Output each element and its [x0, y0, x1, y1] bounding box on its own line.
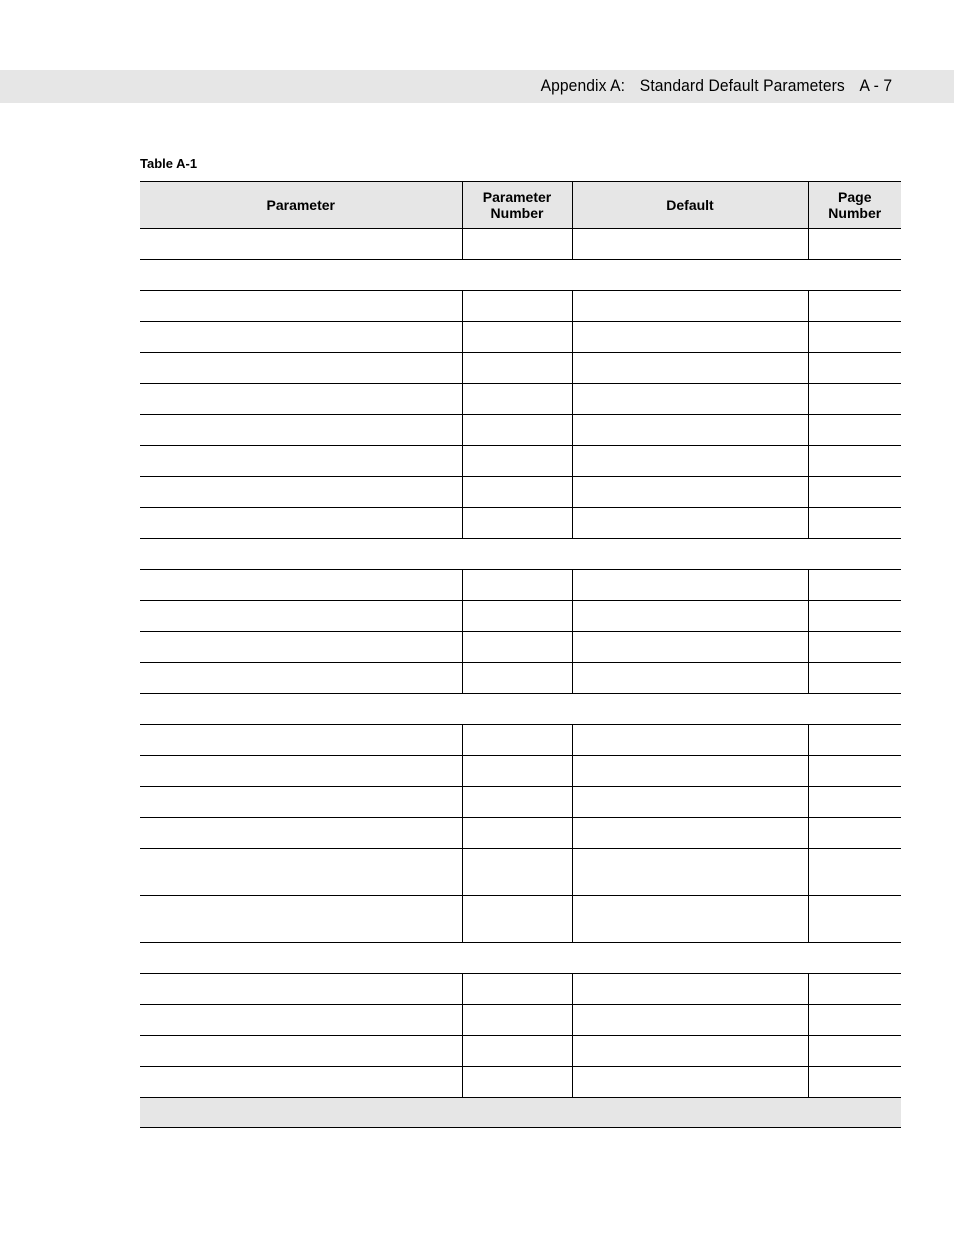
running-header — [0, 70, 954, 103]
table-row — [140, 974, 901, 1005]
page-number-cell — [808, 756, 901, 787]
table-row — [140, 477, 901, 508]
page-number-cell — [808, 601, 901, 632]
page-number-cell — [808, 849, 901, 896]
parameter-cell — [140, 663, 462, 694]
default-cell — [572, 291, 808, 322]
default-cell — [572, 896, 808, 943]
parameter-cell — [140, 1005, 462, 1036]
parameters-table — [140, 181, 901, 1128]
parameter-cell — [140, 818, 462, 849]
column-header-parameter: Parameter — [140, 182, 462, 229]
table-row — [140, 570, 901, 601]
column-header-parameter-number — [462, 182, 572, 229]
column-header-text: Page Number — [828, 189, 882, 221]
table-row — [140, 353, 901, 384]
section-row — [140, 260, 901, 291]
default-cell — [572, 384, 808, 415]
default-cell — [572, 974, 808, 1005]
header-title: Standard Default Parameters — [639, 76, 845, 95]
default-cell — [572, 508, 808, 539]
table-row — [140, 508, 901, 539]
parameter-cell — [140, 974, 462, 1005]
column-header-page-number — [808, 182, 901, 229]
parameter-number-cell — [462, 570, 572, 601]
default-cell — [572, 787, 808, 818]
parameter-number-cell — [462, 229, 572, 260]
table-row — [140, 632, 901, 663]
table-caption: Table A-1 — [140, 156, 198, 171]
table-row — [140, 849, 901, 896]
parameter-cell — [140, 229, 462, 260]
parameter-cell — [140, 756, 462, 787]
parameter-number-cell — [462, 756, 572, 787]
page-number-cell — [808, 896, 901, 943]
section-row — [140, 943, 901, 974]
parameter-number-cell — [462, 415, 572, 446]
table-row — [140, 322, 901, 353]
table-row — [140, 229, 901, 260]
parameter-cell — [140, 849, 462, 896]
default-cell — [572, 725, 808, 756]
parameter-cell — [140, 601, 462, 632]
default-cell — [572, 1036, 808, 1067]
parameter-cell — [140, 322, 462, 353]
page-number-cell — [808, 818, 901, 849]
parameter-cell — [140, 415, 462, 446]
table-row — [140, 818, 901, 849]
parameter-cell — [140, 291, 462, 322]
section-row — [140, 694, 901, 725]
parameter-number-cell — [462, 291, 572, 322]
table-row — [140, 1005, 901, 1036]
default-cell — [572, 446, 808, 477]
table-footer-row — [140, 1098, 901, 1128]
page-number-cell — [808, 1036, 901, 1067]
parameter-cell — [140, 384, 462, 415]
page-number-cell — [808, 632, 901, 663]
section-cell — [140, 260, 901, 291]
header-text — [540, 70, 892, 103]
table-row — [140, 601, 901, 632]
section-row — [140, 539, 901, 570]
table-row — [140, 663, 901, 694]
page-number-cell — [808, 974, 901, 1005]
parameter-number-cell — [462, 446, 572, 477]
default-cell — [572, 818, 808, 849]
parameter-cell — [140, 632, 462, 663]
default-cell — [572, 353, 808, 384]
table-row — [140, 1036, 901, 1067]
page-number-cell — [808, 1005, 901, 1036]
parameter-cell — [140, 787, 462, 818]
page-number-cell — [808, 570, 901, 601]
default-cell — [572, 601, 808, 632]
parameter-number-cell — [462, 725, 572, 756]
table-header-row — [140, 182, 901, 229]
table-body — [140, 229, 901, 1128]
parameter-number-cell — [462, 508, 572, 539]
table-row — [140, 384, 901, 415]
table-row — [140, 291, 901, 322]
parameter-number-cell — [462, 1005, 572, 1036]
parameter-number-cell — [462, 477, 572, 508]
page-number-cell — [808, 415, 901, 446]
parameter-number-cell — [462, 787, 572, 818]
page-number-cell — [808, 291, 901, 322]
parameter-number-cell — [462, 322, 572, 353]
default-cell — [572, 477, 808, 508]
parameter-cell — [140, 570, 462, 601]
parameter-cell — [140, 896, 462, 943]
table-row — [140, 1067, 901, 1098]
column-header-default: Default — [572, 182, 808, 229]
default-cell — [572, 322, 808, 353]
header-page-number: A - 7 — [859, 76, 892, 95]
section-cell — [140, 694, 901, 725]
parameter-number-cell — [462, 663, 572, 694]
default-cell — [572, 1067, 808, 1098]
parameter-number-cell — [462, 1036, 572, 1067]
table-row — [140, 787, 901, 818]
default-cell — [572, 849, 808, 896]
table-row — [140, 725, 901, 756]
default-cell — [572, 632, 808, 663]
table-row — [140, 896, 901, 943]
parameter-cell — [140, 725, 462, 756]
parameter-cell — [140, 1067, 462, 1098]
parameter-number-cell — [462, 384, 572, 415]
parameter-number-cell — [462, 974, 572, 1005]
page-number-cell — [808, 353, 901, 384]
parameter-number-cell — [462, 632, 572, 663]
page-number-cell — [808, 725, 901, 756]
footer-cell — [140, 1098, 901, 1128]
parameter-number-cell — [462, 353, 572, 384]
parameter-number-cell — [462, 601, 572, 632]
default-cell — [572, 756, 808, 787]
parameter-number-cell — [462, 1067, 572, 1098]
section-cell — [140, 943, 901, 974]
table-row — [140, 756, 901, 787]
parameter-cell — [140, 508, 462, 539]
default-cell — [572, 663, 808, 694]
column-header-text: Parameter Number — [482, 189, 552, 221]
table-row — [140, 446, 901, 477]
page-number-cell — [808, 229, 901, 260]
default-cell — [572, 229, 808, 260]
header-appendix: Appendix A: — [540, 76, 625, 95]
parameter-number-cell — [462, 849, 572, 896]
page-number-cell — [808, 787, 901, 818]
parameter-cell — [140, 477, 462, 508]
parameter-cell — [140, 446, 462, 477]
default-cell — [572, 570, 808, 601]
section-cell — [140, 539, 901, 570]
page-number-cell — [808, 446, 901, 477]
page-number-cell — [808, 663, 901, 694]
parameter-cell — [140, 353, 462, 384]
page-number-cell — [808, 508, 901, 539]
parameter-cell — [140, 1036, 462, 1067]
table-row — [140, 415, 901, 446]
page-number-cell — [808, 1067, 901, 1098]
page-number-cell — [808, 477, 901, 508]
parameter-number-cell — [462, 896, 572, 943]
page-number-cell — [808, 384, 901, 415]
page-number-cell — [808, 322, 901, 353]
parameter-number-cell — [462, 818, 572, 849]
default-cell — [572, 1005, 808, 1036]
default-cell — [572, 415, 808, 446]
